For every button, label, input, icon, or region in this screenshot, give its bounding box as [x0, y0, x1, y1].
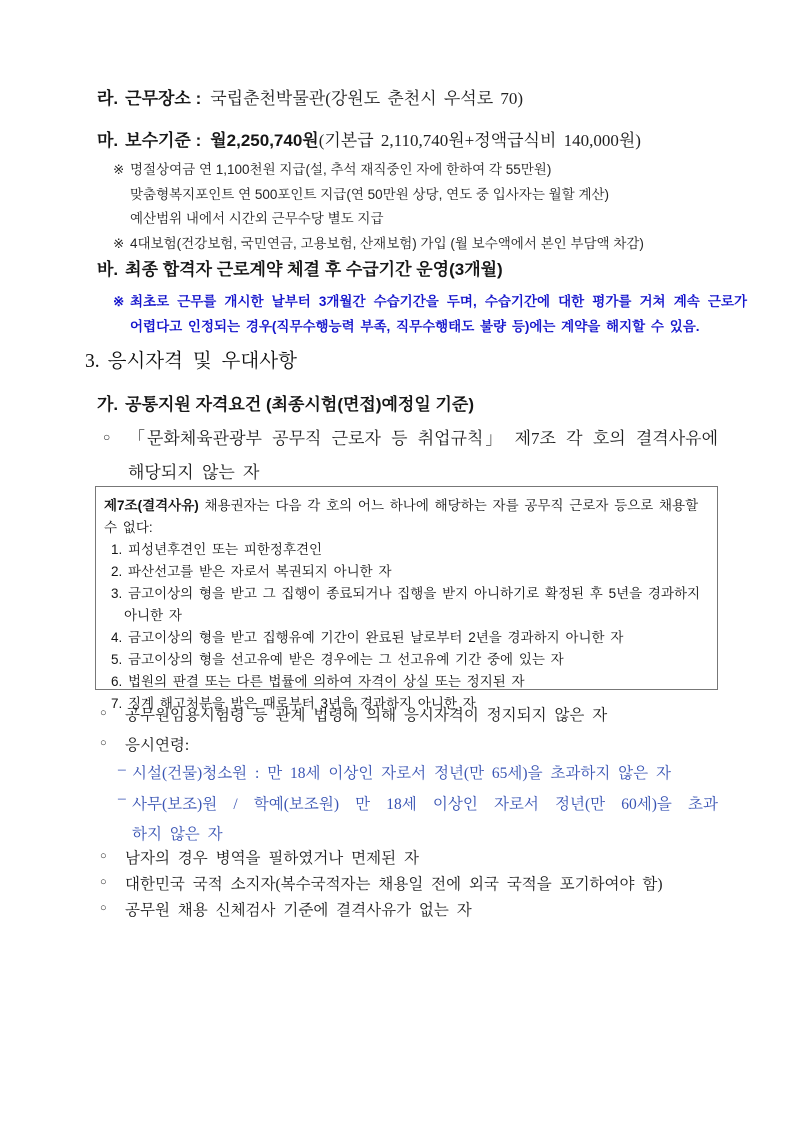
- probation-title: 최종 합격자 근로계약 체결 후 수급기간 운영(3개월): [125, 260, 503, 279]
- article7-item: 1. 피성년후견인 또는 피한정후견인: [111, 542, 323, 557]
- pay-detail: (기본급 2,110,740원+정액급식비 140,000원): [318, 131, 641, 150]
- bullet-physical: [100, 898, 472, 920]
- asterisk-marker: ※: [113, 294, 125, 309]
- workplace-line: [97, 84, 523, 109]
- section3-text: 응시자격 및 우대사항: [107, 351, 297, 372]
- age-item-cleaner: [118, 761, 671, 783]
- pay-label: 마.: [97, 131, 119, 150]
- pay-note-text: 명절상여금 연 1,100천원 지급(설, 추석 재직중인 자에 한하여 각 55만원): [130, 162, 552, 177]
- probation-note: [113, 289, 747, 339]
- probation-note-text: [130, 289, 747, 339]
- bullet-text: 공무원임용시험령 등 관계 법령에 의해 응시자격이 정지되지 않은 자: [125, 707, 608, 724]
- bullet-text: 공무원 채용 신체검사 기준에 결격사유가 없는 자: [125, 902, 472, 919]
- workplace-title: 근무장소 :: [125, 89, 202, 108]
- circle-marker: ○: [100, 902, 107, 914]
- article7-item: 4. 금고이상의 형을 받고 집행유예 기간이 완료된 날로부터 2년을 경과하지 아니한 자: [111, 630, 624, 645]
- article7-item: 3. 금고이상의 형을 받고 그 집행이 종료되거나 집행을 받지 아니하기로 확정된 후 5년을 경과하지 아니한 자: [111, 586, 701, 623]
- pay-notes: [113, 158, 644, 256]
- probation-note-line2: 어렵다고 인정되는 경우(직무수행능력 부족, 직무수행태도 불량 등)에는 계약을 해지할 수 있음.: [130, 319, 700, 334]
- section3-number: 3.: [85, 351, 100, 372]
- bullet-text: 응시연령:: [125, 737, 190, 754]
- article7-intro: [104, 495, 707, 539]
- circle-marker: ○: [100, 737, 107, 749]
- bullet-text: 남자의 경우 병역을 필하였거나 면제된 자: [125, 850, 419, 867]
- indent-spacer: [113, 207, 130, 232]
- bullet-exam-law: [100, 703, 607, 725]
- rule-bullet-line1: 「문화체육관광부 공무직 근로자 등 취업규칙」 제7조 각 호의 결격사유에: [128, 429, 718, 448]
- probation-note-line1: 최초로 근무를 개시한 날부터 3개월간 수습기간을 두며, 수습기간에 대한 평가를 거쳐 계속 근로가: [130, 294, 747, 309]
- pay-note-row: [113, 207, 644, 232]
- workplace-label: 라.: [97, 89, 119, 108]
- indent-spacer: [113, 183, 130, 208]
- pay-note-row: [113, 158, 644, 183]
- circle-marker: ○: [100, 707, 107, 719]
- rule-bullet-text: [128, 422, 718, 490]
- pay-title: 보수기준 :: [125, 131, 202, 150]
- dash-marker: –: [118, 761, 126, 778]
- bullet-text: 대한민국 국적 소지자(복수국적자는 채용일 전에 외국 국적을 포기하여야 함): [125, 876, 663, 893]
- bullet-age: [100, 733, 189, 755]
- article7-intro-rest: 채용권자는 다음 각 호의 어느 하나에 해당하는 자를 공무직 근로자 등으로 채용할 수 없다:: [104, 498, 699, 535]
- article7-item: 7. 징계 해고처분을 받은 때로부터 3년을 경과하지 아니한 자: [111, 696, 476, 711]
- article7-intro-bold: 제7조(결격사유): [104, 498, 199, 513]
- asterisk-marker: ※: [113, 162, 125, 177]
- qualification-line: [97, 390, 474, 415]
- circle-marker: ○: [100, 850, 107, 862]
- probation-label: 바.: [97, 260, 119, 279]
- pay-note-text: 맞춤형복지포인트 연 500포인트 지급(연 50만원 상당, 연도 중 입사자는 월할 계산): [130, 186, 610, 202]
- age-item-text: [132, 790, 718, 850]
- article7-box: [95, 486, 718, 711]
- probation-line: [97, 255, 503, 280]
- age-item-office: [118, 790, 718, 850]
- rule-bullet: [103, 422, 718, 490]
- circle-marker: ○: [100, 876, 107, 888]
- asterisk-marker: ※: [113, 235, 125, 251]
- age-item-text: 시설(건물)청소원 : 만 18세 이상인 자로서 정년(만 65세)을 초과하지 않은 자: [132, 765, 671, 782]
- workplace-value: 국립춘천박물관(강원도 춘천시 우석로 70): [210, 89, 524, 108]
- pay-note-text: 예산범위 내에서 시간외 근무수당 별도 지급: [130, 211, 384, 226]
- age-item-line2: 하지 않은 자: [132, 826, 223, 843]
- pay-note-text: 4대보험(건강보험, 국민연금, 고용보험, 산재보험) 가입 (월 보수액에서 본인 부담액 차감): [130, 235, 644, 251]
- pay-amount: 월2,250,740원: [210, 131, 319, 150]
- age-item-line1: 사무(보조)원 / 학예(보조원) 만 18세 이상인 자로서 정년(만 60세)을 초과: [132, 796, 718, 813]
- section3-title: [85, 345, 297, 373]
- dash-marker: –: [118, 790, 126, 807]
- article7-item: 2. 파산선고를 받은 자로서 복권되지 아니한 자: [111, 564, 392, 579]
- bullet-military: [100, 846, 419, 868]
- pay-note-row: [113, 183, 644, 208]
- article7-item: 6. 법원의 판결 또는 다른 법률에 의하여 자격이 상실 또는 정지된 자: [111, 674, 525, 689]
- qualification-title: 공통지원 자격요건 (최종시험(면접)예정일 기준): [125, 395, 474, 414]
- article7-item: 5. 금고이상의 형을 선고유예 받은 경우에는 그 선고유예 기간 중에 있는 자: [111, 652, 564, 667]
- pay-line: [97, 126, 641, 151]
- qualification-label: 가.: [97, 395, 119, 414]
- circle-marker: ○: [103, 430, 111, 444]
- pay-note-row: [113, 232, 644, 257]
- bullet-nationality: [100, 872, 663, 894]
- rule-bullet-line2: 해당되지 않는 자: [128, 463, 260, 482]
